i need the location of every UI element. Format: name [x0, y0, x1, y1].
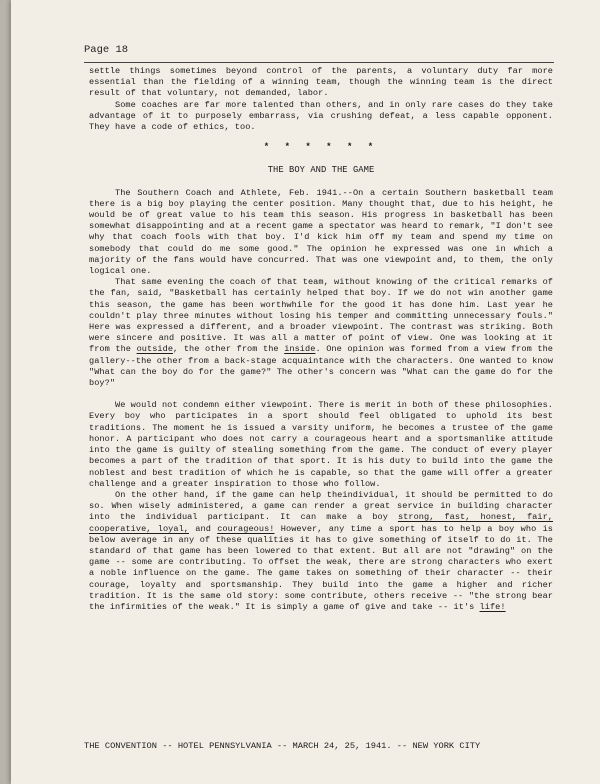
paragraph-4-text-b: However, any time a sport has to help a boy who is below average in any of these qualities it has to give something of itself to do it. The standard of that game has been lowered to that extent. But all are not "drawing" on the game -- some are contributing. To offset the weak, there are strong characters who exert a noble influence on the game. The game takes on something of their character -- their courage, loyalty and sportsmanship. They build into the game a higher and richer tradition. It is the same old story: some contribute, others receive -- "the strong bear the infirmities of the weak." It is simply a game of give and take -- it's — [89, 523, 553, 612]
section-paragraph-3: We would not condemn either viewpoint. There is merit in both of these philosophies. Every boy who participates in a sport should feel obligated to uphold its best traditions. The moment he is issued a varsity uniform, he becomes a trustee of the game honor. A participant who does not carry a courageous heart and a sportsmanlike attitude into the game is guilty of stealing something from the game. The conduct of every player becomes a part of the tradition of that sport. It is his duty to build into the game the noblest and best tradition of which he is capable, so that the game will offer a greater challenge and a greater inspiration to those who follow. — [89, 400, 553, 489]
underlined-outside: outside — [136, 344, 174, 355]
underlined-inside: inside — [284, 344, 316, 355]
intro-paragraph-1: settle things sometimes beyond control of the parents, a voluntary duty far more essential than the fielding of a winning team, though the winning team is the direct result of that voluntary, not demanded, labor. — [89, 66, 553, 99]
section-paragraph-1: The Southern Coach and Athlete, Feb. 1941.--On a certain Southern basketball team there is a big boy playing the center position. Many thought that, due to his height, he would be of great value to his team this season. His progress in basketball has been somewhat disappointing and at a recent game a spectator was heard to remark, "I don't see why that coach fools with that boy. I'd kick him off my team and spend my time on somebody that could do me some good." The opinion he expressed was one in which a majority of the fans would have concurred. That was one viewpoint and, to them, the only logical one. — [89, 187, 553, 277]
section-paragraph-2 — [89, 277, 553, 389]
page-footer: THE CONVENTION -- HOTEL PENNSYLVANIA -- MARCH 24, 25, 1941. -- NEW YORK CITY — [84, 741, 481, 751]
document-body — [89, 66, 553, 613]
header-rule — [84, 62, 554, 63]
paragraph-2-text-b: , the other from the — [173, 344, 285, 355]
section-paragraph-4 — [89, 490, 553, 613]
paragraph-4-and: and — [189, 523, 218, 534]
underlined-qualities: strong, fast, honest, fair, cooperative, loyal, — [89, 512, 554, 534]
section-separator: * * * * * * — [263, 142, 379, 153]
section-title: THE BOY AND THE GAME — [267, 165, 375, 176]
underlined-courageous: courageous! — [217, 523, 275, 534]
page-number: Page 18 — [84, 44, 129, 56]
paragraph-2-text-c: . One opinion was formed from a view from the gallery--the other from a back-stage acquaintance with the characters. One wanted to know "What can the boy do for the game?" The other's concern was "What can the game do for the boy?" — [89, 344, 553, 389]
document-page — [11, 0, 600, 784]
intro-paragraph-2: Some coaches are far more talented than others, and in only rare cases do they take advantage of it to purposely embarrass, via crushing defeat, a less capable opponent. They have a code of ethics, too. — [89, 99, 553, 133]
paragraph-4-text-a: On the other hand, if the game can help theindividual, it should be permitted to do so. When wisely administered, a game can render a great service in building character into the individual participant. It can make a boy — [89, 489, 553, 523]
underlined-life: life! — [479, 601, 506, 612]
paragraph-2-text-a: That same evening the coach of that team, without knowing of the critical remarks of the fan, said, "Basketball has certainly helped that boy. If we do not win another game this season, the game has been worthwhile for the good it has done him. Last year he couldn't play three minutes without losing his temper and committing unnecessary fouls." Here was expressed a different, and a broader viewpoint. The contrast was striking. Both were sincere and positive. It was all a matter of point of view. One was looking at it from the — [89, 277, 553, 355]
